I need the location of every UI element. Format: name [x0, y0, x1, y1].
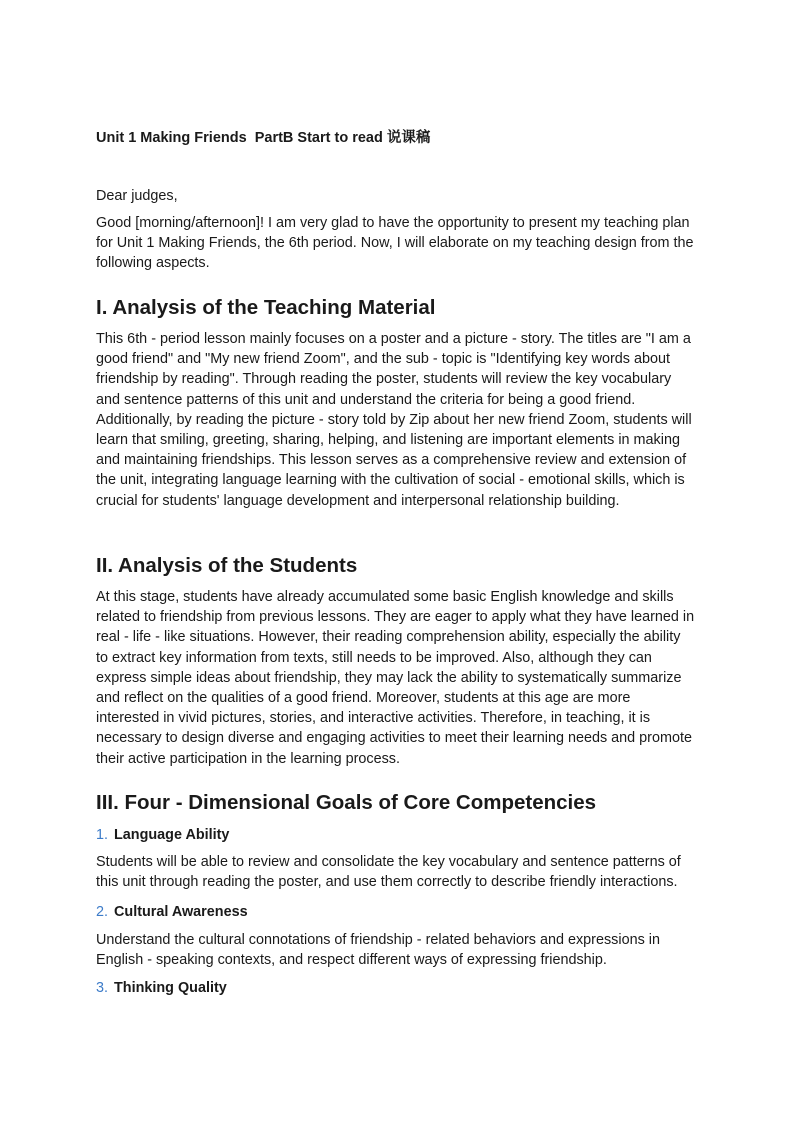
list-item-heading [96, 825, 229, 845]
section-heading-core-competencies: III. Four - Dimensional Goals of Core Competencies [96, 791, 597, 814]
intro-paragraph: Good [morning/afternoon]! I am very glad to have the opportunity to present my teaching plan for Unit 1 Making Friends, the 6th period. Now, I will elaborate on my teaching design from the following aspects. [96, 215, 694, 272]
section-heading-students: II. Analysis of the Students [96, 554, 358, 577]
list-item-body: Students will be able to review and consolidate the key vocabulary and sentence patterns of this unit through reading the poster, and use them correctly to describe friendly interactions. [96, 854, 681, 891]
list-item-label: Language Ability [114, 827, 230, 843]
list-number: 2. [96, 904, 109, 920]
section-heading-teaching-material: I. Analysis of the Teaching Material [96, 296, 436, 319]
list-item-label: Thinking Quality [114, 980, 227, 996]
list-item-heading [96, 902, 248, 922]
salutation: Dear judges, [96, 188, 178, 204]
list-item-body: Understand the cultural connotations of friendship - related behaviors and expressions in English - speaking contexts, and respect different ways of expressing friendship. [96, 932, 660, 969]
section-body-teaching-material: This 6th - period lesson mainly focuses on a poster and a picture - story. The titles are "I am a good friend" and "My new friend Zoom", and the sub - topic is "Identifying key words about friendship by reading". Through reading the poster, students will review the key vocabulary and sentence patterns of this unit and understand the criteria for being a good friend. Additionally, by reading the picture - story told by Zip about her new friend Zoom, students will learn that smiling, greeting, sharing, helping, and listening are important elements in making and maintaining friendships. This lesson serves as a comprehensive review and extension of the unit, integrating language learning with the cultivation of social - emotional skills, which is crucial for students' language development and interpersonal relationship building. [96, 331, 692, 509]
document-title: Unit 1 Making Friends PartB Start to read 说课稿 [96, 130, 431, 146]
list-item-label: Cultural Awareness [114, 904, 248, 920]
list-number: 3. [96, 980, 109, 996]
list-item-heading [96, 978, 227, 998]
list-number: 1. [96, 827, 109, 843]
section-body-students: At this stage, students have already accumulated some basic English knowledge and skills related to friendship from previous lessons. They are eager to apply what they have learned in real - life - like situations. However, their reading comprehension ability, especially the ability to extract key information from texts, still needs to be improved. Also, although they can express simple ideas about friendship, they may lack the ability to systematically summarize and reflect on the qualities of a good friend. Moreover, students at this age are more interested in vivid pictures, stories, and interactive activities. Therefore, in teaching, it is necessary to design diverse and engaging activities to meet their learning needs and promote their active participation in the learning process. [96, 589, 695, 767]
